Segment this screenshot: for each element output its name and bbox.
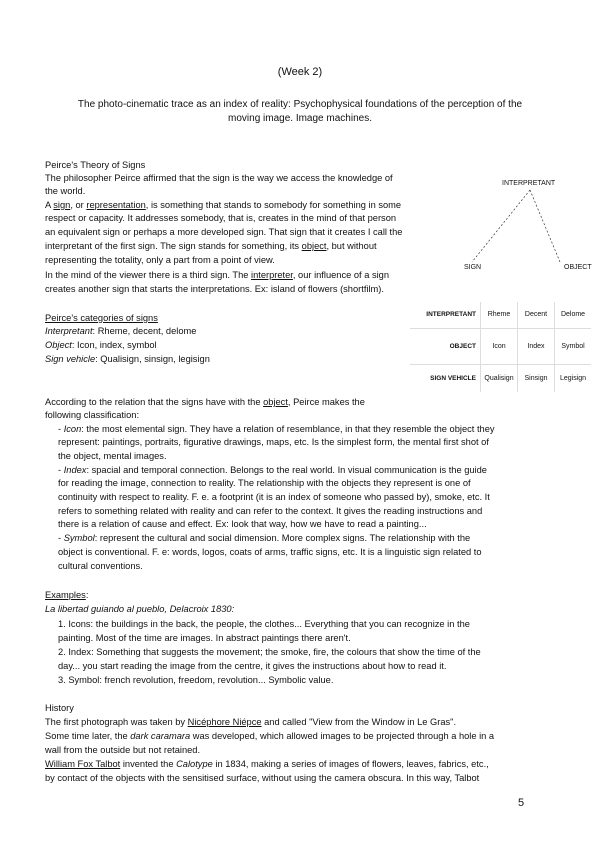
example-item: 2. Index: Something that suggests the movement; the smoke, fire, the colours that show the time of the	[58, 647, 481, 657]
class-symbol-line: object is conventional. F. e: words, logos, coats of arms, traffic signs, etc. It is a linguistic sign related to	[58, 547, 482, 557]
section-heading-examples: Examples:	[45, 590, 89, 600]
history-line: by contact of the objects with the sensitised surface, without using the camera obscura. In this way, Talbot	[45, 773, 480, 783]
term-object: object	[301, 241, 327, 251]
categories-table	[410, 302, 591, 392]
class-symbol-line: cultural conventions.	[58, 561, 143, 571]
class-icon-line: represent: paintings, portraits, figurative drawings, maps, etc. Is the simplest form, the mental first shot of	[58, 437, 489, 447]
history-line: The first photograph was taken by Nicéphore Niépce and called "View from the Window in Le Gras".	[45, 717, 457, 727]
category-interpretant: Interpretant: Rheme, decent, delome	[45, 326, 197, 336]
category-sign-vehicle: Sign vehicle: Qualisign, sinsign, legisign	[45, 354, 210, 364]
table-row: OBJECT Icon Index Symbol	[410, 328, 591, 364]
week-label: (Week 2)	[277, 66, 323, 78]
page-title-line1: The photo-cinematic trace as an index of reality: Psychophysical foundations of the perception of the	[77, 99, 523, 110]
history-line: wall from the outside but not retained.	[45, 745, 201, 755]
example-item: painting. Most of the time are images. In abstract paintings there aren't.	[58, 633, 351, 643]
page-number: 5	[518, 797, 525, 809]
example-painting-title: La libertad guiando al pueblo, Delacroix 1830:	[45, 604, 235, 614]
triangle-label-object: OBJECT	[564, 264, 592, 271]
example-item: 1. Icons: the buildings in the back, the people, the clothes... Everything that you can recognize in the	[58, 619, 470, 629]
class-index-line: for reading the image, connection to reality. The relationship with the objects they represent is one of	[58, 478, 471, 488]
classification-line: According to the relation that the signs have with the object, Peirce makes the	[45, 397, 365, 407]
term-object: object	[263, 397, 288, 407]
theory-line: The philosopher Peirce affirmed that the sign is the way we access the knowledge of	[45, 173, 393, 183]
theory-line: representing the totality, only a part from a point of view.	[45, 255, 275, 265]
page-title-line2: moving image. Image machines.	[228, 113, 372, 124]
triangle-edge-right	[530, 190, 560, 262]
example-item: day... you start reading the image from the centre, it gives the instructions about how to read it.	[58, 661, 447, 671]
triangle-label-interpretant: INTERPRETANT	[502, 180, 556, 187]
theory-line: In the mind of the viewer there is a third sign. The interpreter, our influence of a sign	[45, 270, 390, 280]
history-line: William Fox Talbot invented the Calotype in 1834, making a series of images of flowers, leaves, fabrics, etc.,	[45, 759, 489, 769]
theory-line: interpretant of the first sign. The sign stands for something, its object, but without	[45, 241, 377, 251]
theory-line: A sign, or representation, is something that stands to somebody for something in some	[45, 200, 402, 210]
class-index-line: continuity with respect to reality. F. e. a footprint (it is an index of someone who passed by), smoke, etc. It	[58, 492, 490, 502]
table-row: SIGN VEHICLE Qualisign Sinsign Legisign	[410, 364, 591, 392]
term-sign: sign	[53, 200, 71, 210]
term-representation: representation	[86, 200, 146, 210]
history-line: Some time later, the dark caramara was developed, which allowed images to be projected through a hole in a	[45, 731, 495, 741]
class-index-line: refers to something related with reality and can refer to the context. It gives the reading instructions and	[58, 506, 483, 516]
term-niepce: Nicéphore Niépce	[187, 717, 262, 727]
sign-triangle-diagram	[460, 172, 595, 282]
theory-line: respect or capacity. It addresses somebody, that is, creates in the mind of that person	[45, 213, 397, 223]
term-talbot: William Fox Talbot	[45, 759, 121, 769]
table-row: INTERPRETANT Rheme Decent Delome	[410, 302, 591, 328]
classification-line: following classification:	[45, 410, 140, 420]
theory-line: an equivalent sign or perhaps a more developed sign. That sign that it creates I call the	[45, 227, 403, 237]
section-heading-history: History	[45, 703, 74, 713]
section-heading-categories: Peirce's categories of signs	[45, 313, 158, 323]
term-interpreter: interpreter	[251, 270, 293, 280]
theory-line: creates another sign that starts the interpretations. Ex: island of flowers (shortfilm).	[45, 284, 384, 294]
class-symbol: - Symbol: represent the cultural and social dimension. More complex signs. The relationship with the	[58, 533, 471, 543]
triangle-label-sign: SIGN	[464, 264, 482, 271]
theory-line: the world.	[45, 186, 86, 196]
triangle-edge-left	[472, 190, 530, 262]
section-heading-theory: Peirce's Theory of Signs	[45, 160, 146, 170]
example-item: 3. Symbol: french revolution, freedom, revolution... Symbolic value.	[58, 675, 334, 685]
category-object: Object: Icon, index, symbol	[45, 340, 157, 350]
class-icon-line: the object, mental images.	[58, 451, 167, 461]
class-icon: - Icon: the most elemental sign. They have a relation of resemblance, in that they resemble the object they	[58, 424, 495, 434]
class-index: - Index: spacial and temporal connection. Belongs to the real world. In visual communication is the guide	[58, 465, 487, 475]
class-index-line: there is a relation of cause and effect. Ex: look that way, how we have to read a painting...	[58, 519, 427, 529]
